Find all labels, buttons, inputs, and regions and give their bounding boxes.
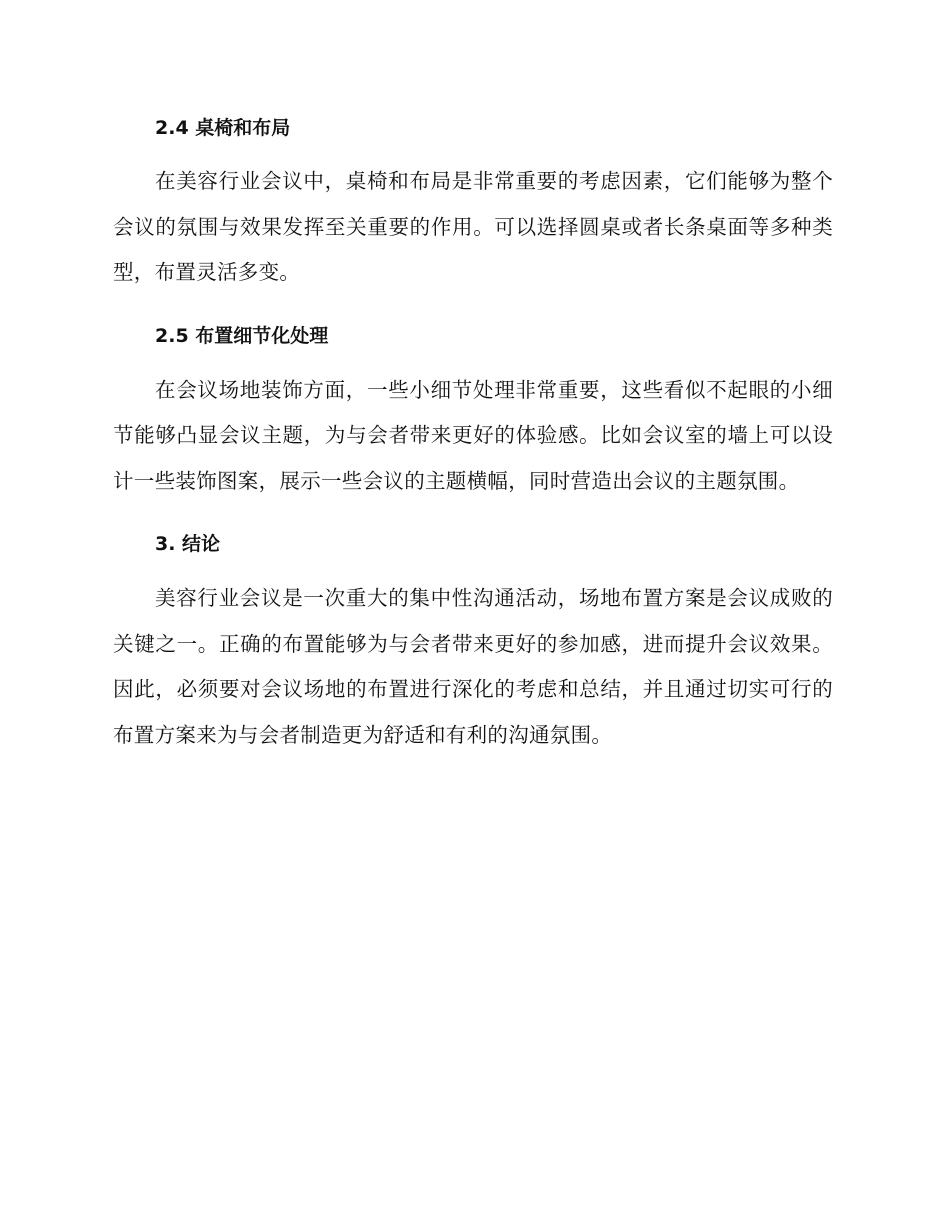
section-heading-2-5: 2.5 布置细节化处理 <box>155 324 329 347</box>
section-heading-2-4: 2.4 桌椅和布局 <box>155 117 291 139</box>
section-heading-conclusion: 3. 结论 <box>155 533 221 555</box>
section-paragraph-2-5: 在会议场地装饰方面，一些小细节处理非常重要，这些看似不起眼的小细节能够凸显会议主题，为与会者带来更好的体验感。比如会议室的墙上可以设计一些装饰图案，展示一些会议的主题横幅，同时营造出会议的主题氛围。 <box>113 377 833 493</box>
document-body <box>113 108 833 758</box>
section-paragraph-2-4: 在美容行业会议中，桌椅和布局是非常重要的考虑因素，它们能够为整个会议的氛围与效果发挥至关重要的作用。可以选择圆桌或者长条桌面等多种类型，布置灵活多变。 <box>113 169 833 284</box>
section-paragraph-conclusion: 美容行业会议是一次重大的集中性沟通活动，场地布置方案是会议成败的关键之一。正确的布置能够为与会者带来更好的参加感，进而提升会议效果。因此，必须要对会议场地的布置进行深化的考虑和总结，并且通过切实可行的布置方案来为与会者制造更为舒适和有利的沟通氛围。 <box>113 586 833 747</box>
